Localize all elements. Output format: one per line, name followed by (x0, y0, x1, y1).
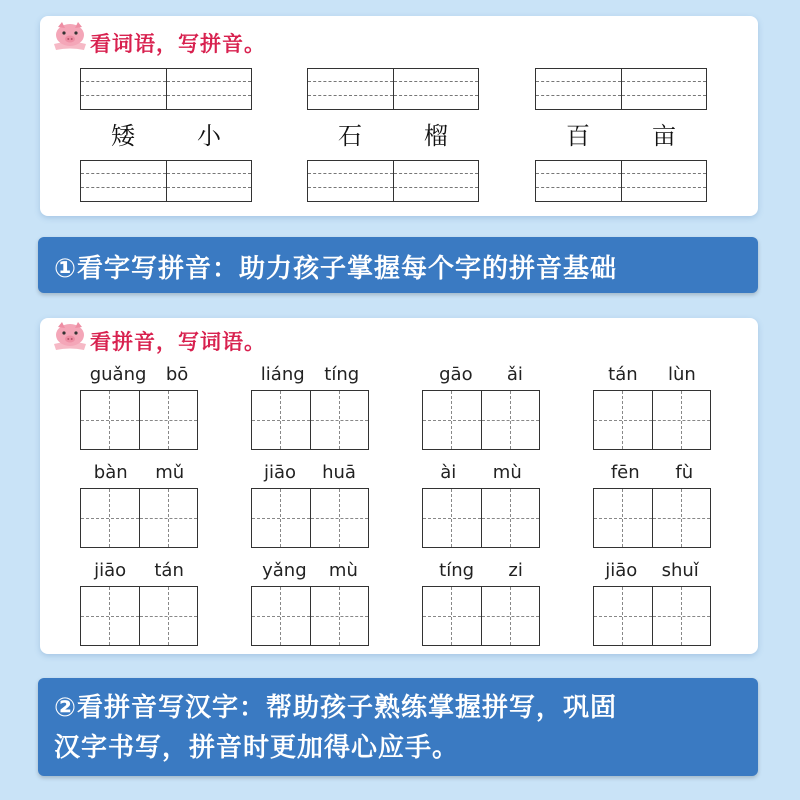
feature-banner-1: ①看字写拼音：助力孩子掌握每个字的拼音基础 (38, 237, 758, 293)
pinyin-word (80, 364, 198, 450)
write-pinyin-card (40, 16, 758, 216)
pig-icon (50, 320, 90, 354)
pinyin-syllable: jiāo (605, 560, 638, 581)
tianzige-grid[interactable] (593, 586, 711, 646)
pinyin-syllable: tán (608, 364, 638, 385)
pig-icon (50, 20, 90, 54)
word-characters (535, 116, 707, 151)
pinyin-writing-grid[interactable] (307, 160, 479, 202)
pinyin-syllable: jiāo (94, 560, 127, 581)
pinyin-syllable: gāo (439, 364, 473, 385)
pinyin-syllable: lùn (667, 364, 696, 385)
character: 小 (197, 122, 221, 150)
pinyin-syllable: fù (675, 462, 694, 483)
pinyin-syllable: liáng (260, 364, 305, 385)
pinyin-word (422, 462, 540, 548)
banner-line: ②看拼音写汉字：帮助孩子熟练掌握拼写，巩固 (54, 693, 618, 723)
tianzige-grid[interactable] (422, 390, 540, 450)
pinyin-syllable: huā (322, 462, 356, 483)
tianzige-grid[interactable] (251, 390, 369, 450)
pinyin-writing-grid[interactable] (80, 160, 252, 202)
pinyin-word (251, 364, 369, 450)
pinyin-word (422, 364, 540, 450)
tianzige-grid[interactable] (251, 488, 369, 548)
tianzige-grid[interactable] (593, 390, 711, 450)
pinyin-syllable: yǎng (262, 560, 307, 581)
section-title: 看拼音，写词语。 (90, 330, 266, 354)
pinyin-syllable: mù (492, 462, 522, 483)
pinyin-syllable: tán (154, 560, 184, 581)
pinyin-writing-grid[interactable] (535, 68, 707, 110)
tianzige-grid[interactable] (422, 488, 540, 548)
character: 石 (338, 122, 362, 150)
banner-line: 汉字书写，拼音时更加得心应手。 (54, 733, 460, 763)
pinyin-syllable: mù (328, 560, 358, 581)
tianzige-grid[interactable] (593, 488, 711, 548)
pinyin-syllable: zi (508, 560, 523, 581)
pinyin-syllable: jiāo (264, 462, 297, 483)
tianzige-grid[interactable] (251, 586, 369, 646)
pinyin-syllable: guǎng (89, 364, 147, 385)
pinyin-writing-grid[interactable] (307, 68, 479, 110)
pinyin-syllable: mǔ (155, 462, 185, 483)
pinyin-syllable: bàn (93, 462, 128, 483)
tianzige-grid[interactable] (80, 586, 198, 646)
pinyin-syllable: tíng (324, 364, 360, 385)
pinyin-syllable: ài (440, 462, 457, 483)
pinyin-syllable: fēn (610, 462, 640, 483)
character: 百 (566, 122, 590, 150)
pinyin-syllable: shuǐ (661, 560, 699, 581)
write-words-card (40, 318, 758, 654)
pinyin-word (422, 560, 540, 646)
character: 亩 (652, 122, 676, 150)
tianzige-grid[interactable] (422, 586, 540, 646)
pinyin-syllable: bō (165, 364, 189, 385)
pinyin-word (593, 364, 711, 450)
tianzige-grid[interactable] (80, 390, 198, 450)
feature-banner-2 (38, 678, 758, 776)
section-title: 看词语，写拼音。 (90, 32, 266, 56)
tianzige-grid[interactable] (80, 488, 198, 548)
pinyin-writing-grid[interactable] (80, 68, 252, 110)
pinyin-word (593, 462, 711, 548)
word-characters (307, 116, 479, 151)
pinyin-syllable: ǎi (506, 364, 523, 385)
pinyin-word (593, 560, 711, 646)
word-characters (80, 116, 252, 151)
pinyin-word (251, 560, 369, 646)
pinyin-word (80, 560, 198, 646)
pinyin-syllable: tíng (439, 560, 475, 581)
pinyin-writing-grid[interactable] (535, 160, 707, 202)
character: 榴 (424, 122, 448, 150)
pinyin-word (251, 462, 369, 548)
pinyin-word (80, 462, 198, 548)
character: 矮 (111, 122, 135, 150)
